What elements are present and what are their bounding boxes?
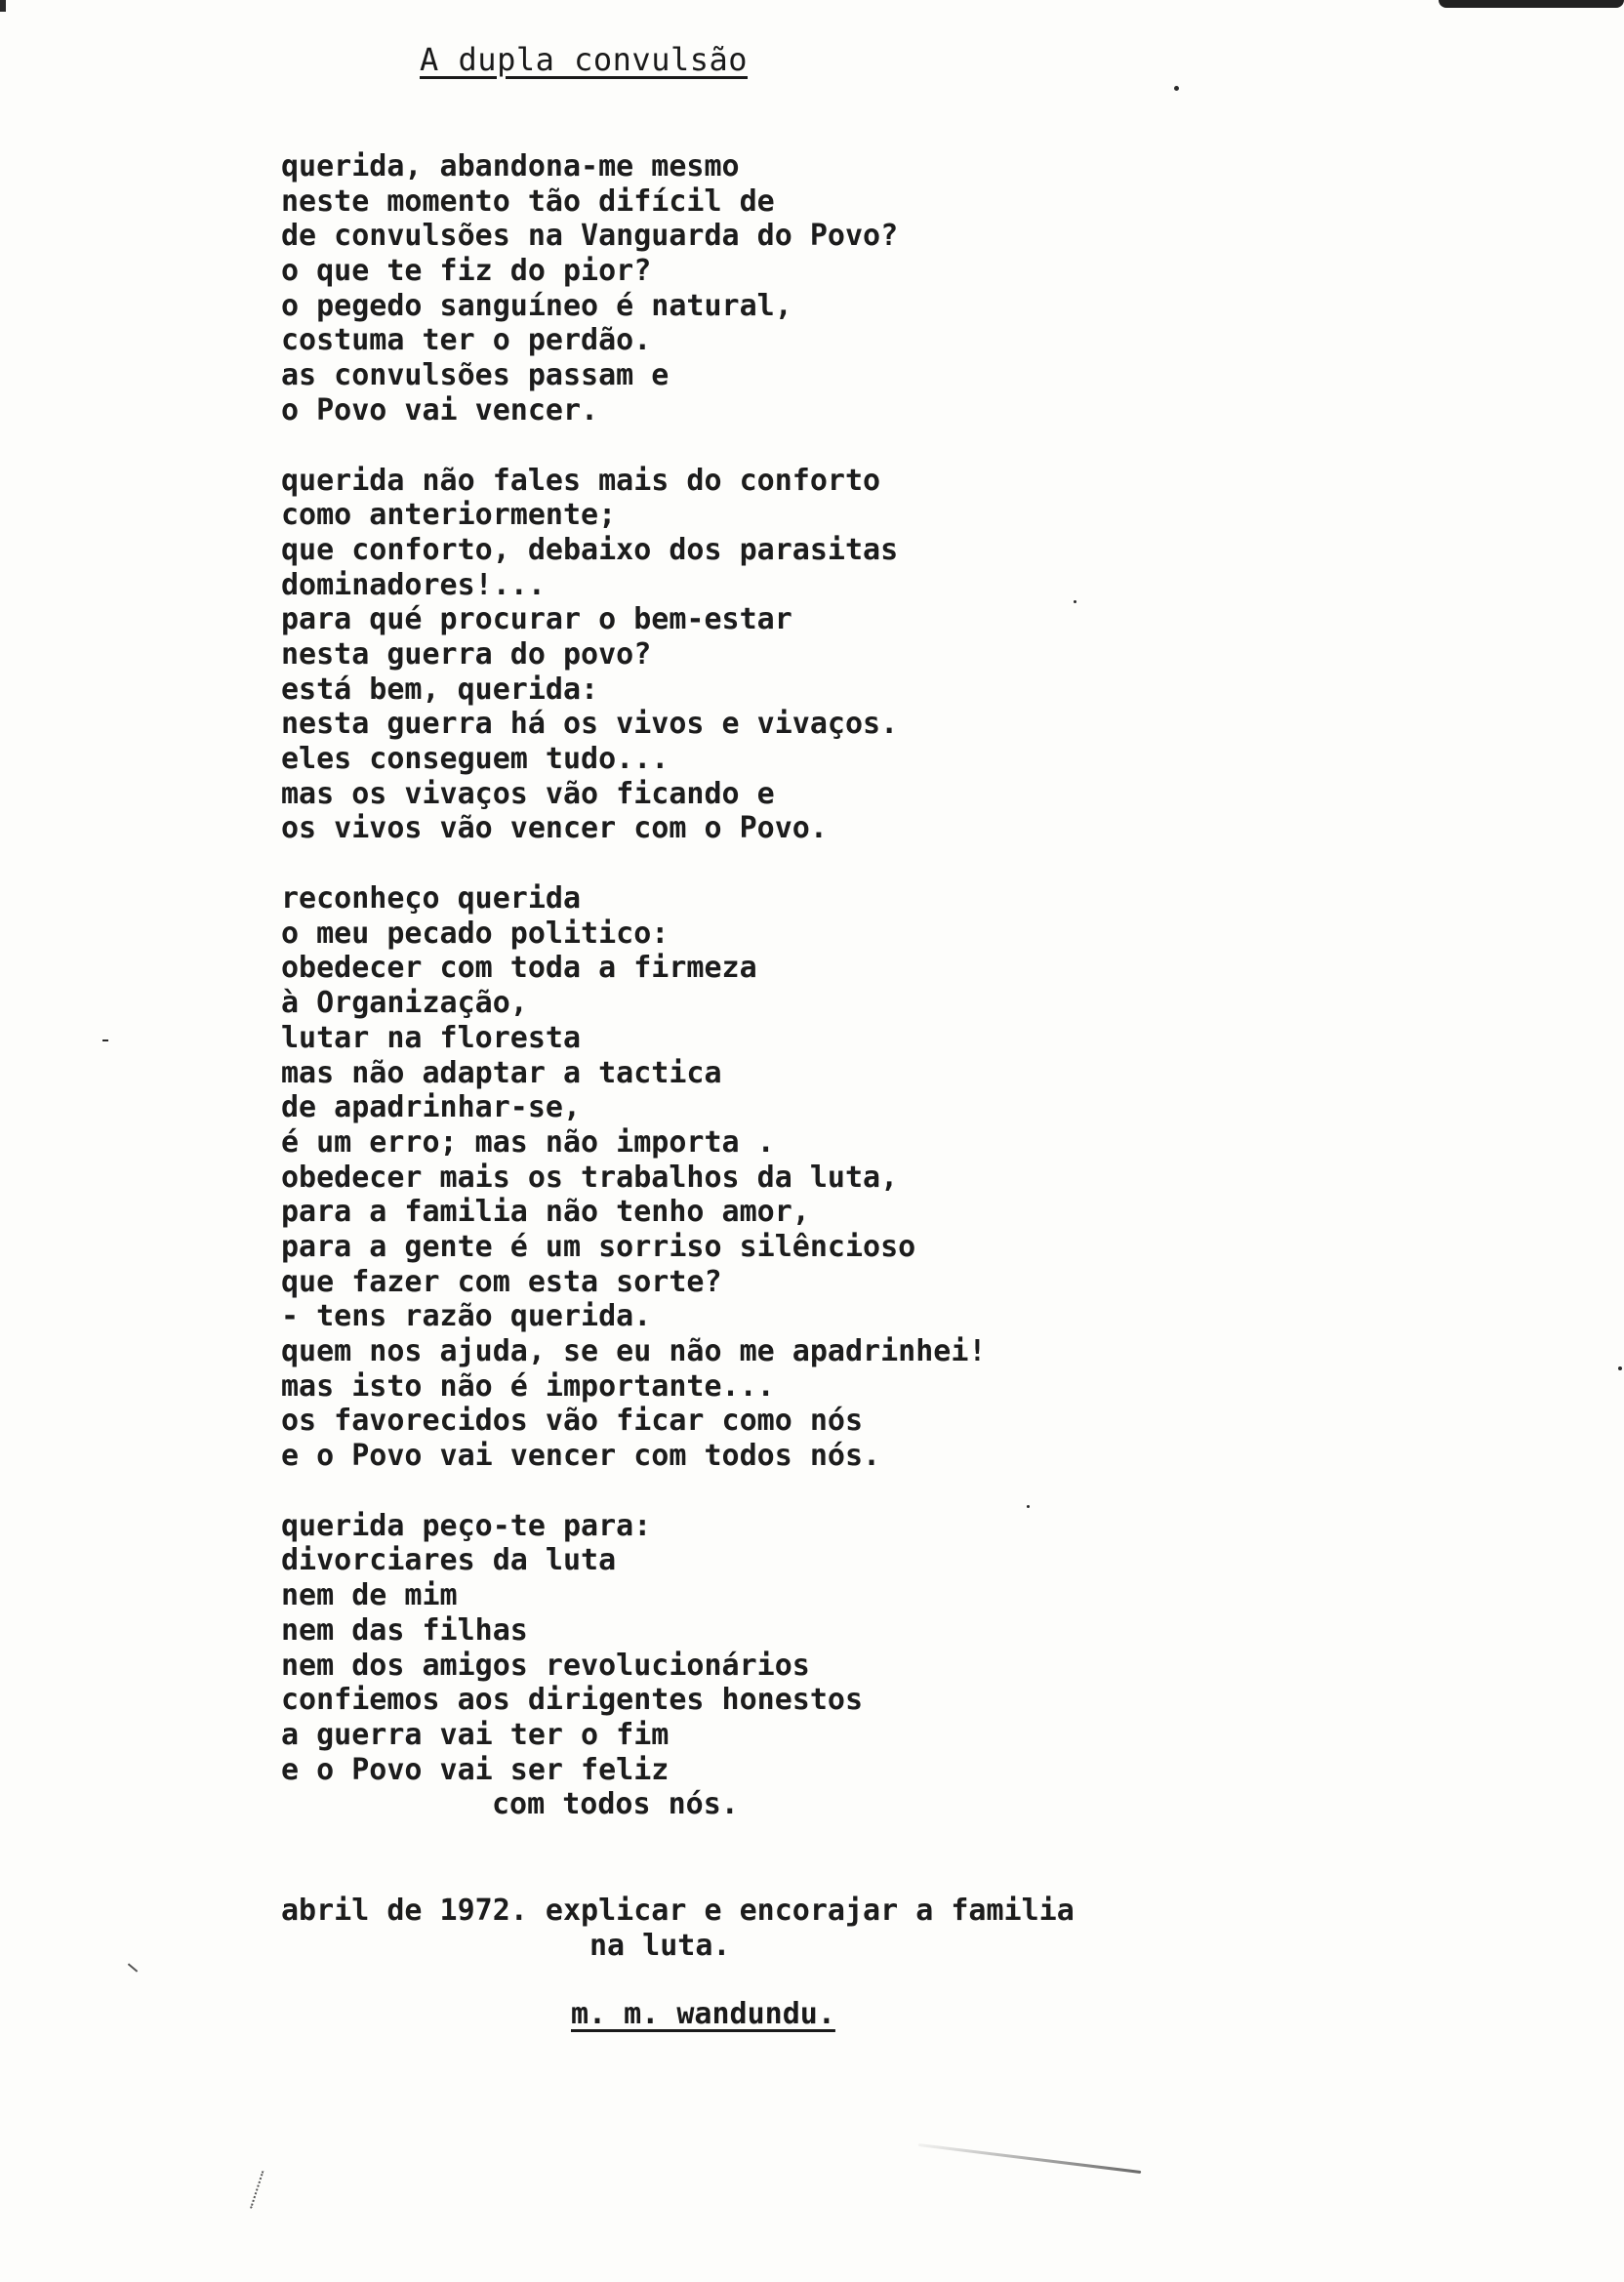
poem-line: a guerra vai ter o fim bbox=[281, 1717, 670, 1752]
poem-line: eles conseguem tudo... bbox=[281, 742, 670, 776]
scan-dot bbox=[1174, 86, 1179, 91]
poem-line: o que te fiz do pior? bbox=[281, 254, 652, 289]
poem-line: o meu pecado politico: bbox=[281, 916, 670, 951]
poem-line: obedecer mais os trabalhos da luta, bbox=[281, 1160, 899, 1195]
scan-smudge bbox=[1439, 0, 1624, 8]
poem-line: e o Povo vai ser feliz bbox=[281, 1752, 670, 1787]
poem-line: é um erro; mas não importa . bbox=[281, 1124, 775, 1160]
poem-line: querida peço-te para: bbox=[281, 1508, 652, 1543]
scan-mark bbox=[250, 2171, 273, 2212]
poem-line: querida, abandona-me mesmo bbox=[281, 149, 740, 183]
poem-line: nem dos amigos revolucionários bbox=[281, 1648, 810, 1683]
note-line: abril de 1972. explicar e encorajar a familia bbox=[281, 1894, 1075, 1928]
poem-line: como anteriormente; bbox=[281, 498, 617, 533]
poem-line: mas não adaptar a tactica bbox=[281, 1055, 722, 1090]
author-signature: m. m. wandundu. bbox=[571, 1997, 835, 2031]
poem-line: o pegedo sanguíneo é natural, bbox=[281, 288, 792, 323]
poem-line: mas isto não é importante... bbox=[281, 1368, 775, 1404]
note-line: na luta. bbox=[589, 1928, 731, 1963]
poem-line: mas os vivaços vão ficando e bbox=[281, 776, 775, 811]
poem-line: divorciares da luta bbox=[281, 1543, 617, 1578]
poem-line: de apadrinhar-se, bbox=[281, 1090, 582, 1125]
poem-line: e o Povo vai vencer com todos nós. bbox=[281, 1439, 881, 1474]
dedication-note bbox=[281, 1894, 1355, 1963]
poem-line: o Povo vai vencer. bbox=[281, 392, 599, 428]
stanza-1 bbox=[281, 149, 1355, 428]
poem-line: confiemos aos dirigentes honestos bbox=[281, 1683, 864, 1718]
poem-line: dominadores!... bbox=[281, 567, 546, 602]
poem-line: costuma ter o perdão. bbox=[281, 323, 652, 358]
poem-line: nesta guerra há os vivos e vivaços. bbox=[281, 707, 899, 742]
poem-line: está bem, querida: bbox=[281, 672, 599, 707]
scan-mark bbox=[0, 0, 6, 12]
poem-line: reconheço querida bbox=[281, 881, 582, 917]
scan-streak bbox=[918, 2143, 1142, 2174]
poem-line: à Organização, bbox=[281, 986, 528, 1021]
poem-line: que fazer com esta sorte? bbox=[281, 1264, 722, 1299]
stanza-3 bbox=[281, 881, 1355, 1474]
stanza-4 bbox=[281, 1509, 1355, 1822]
poem-line: para a gente é um sorriso silêncioso bbox=[281, 1229, 916, 1264]
poem-line: nem das filhas bbox=[281, 1612, 528, 1648]
poem-closing-line: com todos nós. bbox=[492, 1787, 739, 1822]
poem-line: para qué procurar o bem-estar bbox=[281, 602, 792, 637]
poem-line: nesta guerra do povo? bbox=[281, 636, 652, 672]
poem-line: de convulsões na Vanguarda do Povo? bbox=[281, 219, 899, 254]
poem-line: querida não fales mais do conforto bbox=[281, 463, 881, 498]
stanza-2 bbox=[281, 464, 1355, 847]
poem-line: nem de mim bbox=[281, 1578, 458, 1613]
poem-line: os favorecidos vão ficar como nós bbox=[281, 1404, 864, 1439]
poem-line: - tens razão querida. bbox=[281, 1299, 652, 1334]
poem-title: A dupla convulsão bbox=[420, 41, 749, 78]
poem-line: que conforto, debaixo dos parasitas bbox=[281, 532, 899, 567]
scan-mark bbox=[128, 1963, 138, 1972]
poem-line: para a familia não tenho amor, bbox=[281, 1195, 810, 1230]
scan-dot bbox=[102, 1039, 108, 1041]
poem-line: as convulsões passam e bbox=[281, 358, 670, 393]
poem-line: os vivos vão vencer com o Povo. bbox=[281, 811, 828, 846]
poem-line: neste momento tão difícil de bbox=[281, 183, 775, 219]
poem-line: obedecer com toda a firmeza bbox=[281, 951, 757, 986]
poem-line: lutar na floresta bbox=[281, 1020, 582, 1055]
poem-line: quem nos ajuda, se eu não me apadrinhei! bbox=[281, 1334, 987, 1368]
poem-body bbox=[281, 149, 1355, 1822]
scan-dot bbox=[1618, 1366, 1622, 1370]
